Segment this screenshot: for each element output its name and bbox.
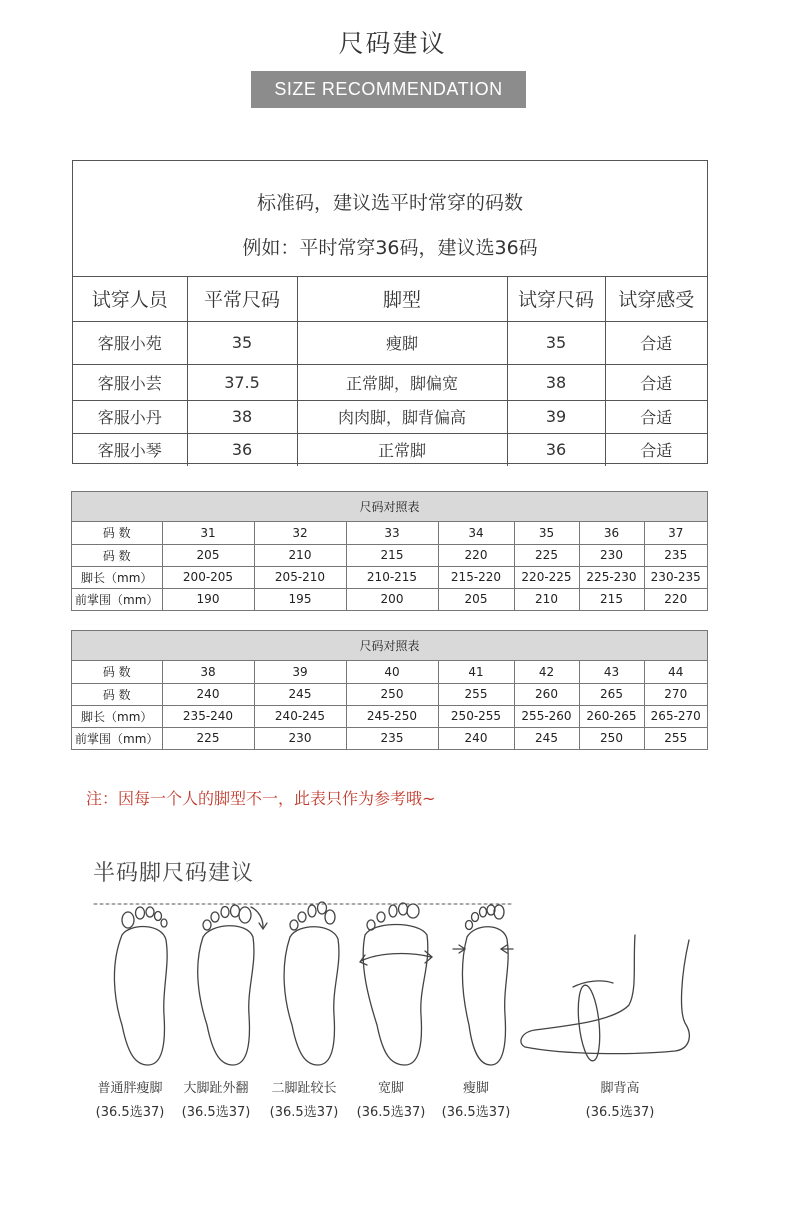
size-chart-cell: 270 xyxy=(644,683,707,705)
size-chart-row xyxy=(72,544,707,566)
foot-long-second-toe-icon xyxy=(284,902,339,1065)
size-chart-cell: 210 xyxy=(514,588,579,610)
foot-sub-label: (36.5选37) xyxy=(585,1105,655,1120)
size-chart-cell: 215 xyxy=(346,544,438,566)
size-chart-cell: 245 xyxy=(514,727,579,749)
size-chart-cell: 40 xyxy=(346,661,438,683)
foot-high-instep-icon xyxy=(521,935,689,1062)
foot-label: 大脚趾外翻 xyxy=(183,1081,249,1096)
size-chart-cell: 码 数 xyxy=(72,683,162,705)
trial-cell: 36 xyxy=(507,433,605,466)
trial-cell: 35 xyxy=(187,321,297,364)
trial-header-cell: 试穿人员 xyxy=(73,277,187,321)
size-chart-table xyxy=(72,522,707,610)
size-chart-cell: 225 xyxy=(514,544,579,566)
size-chart-cell: 前掌围（mm） xyxy=(72,588,162,610)
trial-cell: 37.5 xyxy=(187,364,297,400)
size-chart-row xyxy=(72,588,707,610)
size-chart-cell: 33 xyxy=(346,522,438,544)
foot-sub-label: (36.5选37) xyxy=(181,1105,251,1120)
page-subtitle-badge: SIZE RECOMMENDATION xyxy=(251,71,526,108)
size-chart-cell: 235-240 xyxy=(162,705,254,727)
trial-cell: 客服小丹 xyxy=(73,400,187,433)
size-chart-cell: 38 xyxy=(162,661,254,683)
size-chart-cell: 240-245 xyxy=(254,705,346,727)
size-chart-cell: 240 xyxy=(438,727,514,749)
size-chart-cell: 245-250 xyxy=(346,705,438,727)
size-chart-cell: 190 xyxy=(162,588,254,610)
trial-cell: 合适 xyxy=(605,400,707,433)
size-chart-row xyxy=(72,661,707,683)
foot-illustrations xyxy=(80,895,720,1075)
size-chart-cell: 230 xyxy=(579,544,644,566)
size-chart-cell: 41 xyxy=(438,661,514,683)
foot-normal-icon xyxy=(114,907,167,1065)
trial-row xyxy=(73,364,707,400)
trial-fitting-table xyxy=(72,160,708,464)
size-chart-cell: 码 数 xyxy=(72,661,162,683)
trial-cell: 客服小芸 xyxy=(73,364,187,400)
foot-sub-label: (36.5选37) xyxy=(269,1105,339,1120)
size-chart-cell: 230-235 xyxy=(644,566,707,588)
foot-wide-icon xyxy=(360,903,432,1065)
size-chart-cell: 31 xyxy=(162,522,254,544)
trial-intro xyxy=(73,161,707,277)
size-chart-row xyxy=(72,566,707,588)
size-chart-cell: 220 xyxy=(664,592,688,607)
size-chart-cell: 脚长（mm） xyxy=(72,566,162,588)
size-chart-cell: 205 xyxy=(438,588,514,610)
size-chart-cell: 32 xyxy=(254,522,346,544)
size-chart-cell: 245 xyxy=(254,683,346,705)
trial-intro-line2: 例如：平时常穿36码，建议选36码 xyxy=(242,237,538,259)
trial-cell: 正常脚，脚偏宽 xyxy=(297,364,507,400)
size-chart-cell: 39 xyxy=(254,661,346,683)
size-chart-2 xyxy=(71,630,708,750)
trial-cell: 客服小琴 xyxy=(73,433,187,466)
size-chart-cell: 210-215 xyxy=(346,566,438,588)
trial-cell: 正常脚 xyxy=(297,433,507,466)
trial-row xyxy=(73,321,707,364)
trial-intro-line1: 标准码，建议选平时常穿的码数 xyxy=(256,192,523,214)
size-chart-row xyxy=(72,705,707,727)
trial-cell: 38 xyxy=(507,364,605,400)
size-chart-cell: 205 xyxy=(162,544,254,566)
size-chart-cell: 44 xyxy=(644,661,707,683)
size-chart-cell: 250-255 xyxy=(438,705,514,727)
trial-cell: 肉肉脚，脚背偏高 xyxy=(297,400,507,433)
trial-header-cell: 试穿尺码 xyxy=(507,277,605,321)
size-chart-table xyxy=(72,661,707,749)
size-chart-cell: 码 数 xyxy=(72,522,162,544)
size-chart-cell: 255 xyxy=(664,731,688,746)
size-chart-cell: 265-270 xyxy=(644,705,707,727)
size-chart-cell: 235 xyxy=(644,544,707,566)
size-chart-cell: 240 xyxy=(162,683,254,705)
size-chart-cell: 220-225 xyxy=(514,566,579,588)
trial-row xyxy=(73,433,707,466)
trial-cell: 合适 xyxy=(605,321,707,364)
size-chart-cell: 260 xyxy=(514,683,579,705)
foot-label: 宽脚 xyxy=(377,1081,404,1096)
trial-cell: 瘦脚 xyxy=(297,321,507,364)
foot-sub-label: (36.5选37) xyxy=(356,1105,426,1120)
trial-cell: 合适 xyxy=(605,364,707,400)
size-chart-caption: 尺码对照表 xyxy=(72,492,707,522)
half-size-title: 半码脚尺码建议 xyxy=(93,861,255,886)
foot-label: 普通胖瘦脚 xyxy=(97,1081,163,1096)
size-chart-cell: 前掌围（mm） xyxy=(72,727,162,749)
disclaimer-note: 注：因每一个人的脚型不一，此表只作为参考哦~ xyxy=(86,789,436,808)
size-chart-cell: 35 xyxy=(514,522,579,544)
trial-cell: 39 xyxy=(507,400,605,433)
foot-bunion-icon xyxy=(198,905,267,1065)
trial-cell: 36 xyxy=(187,433,297,466)
trial-header-row xyxy=(73,277,707,321)
size-chart-cell: 250 xyxy=(346,683,438,705)
size-chart-cell: 205-210 xyxy=(254,566,346,588)
size-chart-cell: 195 xyxy=(254,588,346,610)
trial-cell: 38 xyxy=(187,400,297,433)
trial-cell: 客服小苑 xyxy=(73,321,187,364)
size-chart-cell: 255 xyxy=(438,683,514,705)
trial-header-cell: 平常尺码 xyxy=(187,277,297,321)
size-chart-row xyxy=(72,683,707,705)
foot-label: 二脚趾较长 xyxy=(271,1081,337,1096)
foot-label: 瘦脚 xyxy=(462,1081,489,1096)
size-chart-cell: 225 xyxy=(162,727,254,749)
page-title: 尺码建议 xyxy=(338,29,447,58)
size-chart-cell: 255-260 xyxy=(514,705,579,727)
size-chart-row xyxy=(72,727,707,749)
size-chart-caption: 尺码对照表 xyxy=(72,631,707,661)
trial-cell: 合适 xyxy=(640,441,673,461)
trial-table xyxy=(73,277,707,466)
size-chart-cell: 265 xyxy=(579,683,644,705)
foot-narrow-icon xyxy=(453,905,513,1065)
size-chart-cell: 码 数 xyxy=(72,544,162,566)
size-chart-cell: 脚长（mm） xyxy=(72,705,162,727)
size-chart-cell: 215 xyxy=(579,588,644,610)
size-chart-cell: 200 xyxy=(346,588,438,610)
size-chart-cell: 210 xyxy=(254,544,346,566)
trial-header-cell: 试穿感受 xyxy=(605,277,707,321)
trial-cell: 35 xyxy=(507,321,605,364)
size-chart-cell: 43 xyxy=(579,661,644,683)
size-chart-cell: 235 xyxy=(346,727,438,749)
size-chart-cell: 225-230 xyxy=(579,566,644,588)
foot-sub-label: (36.5选37) xyxy=(441,1105,511,1120)
size-chart-cell: 34 xyxy=(438,522,514,544)
size-chart-cell: 215-220 xyxy=(438,566,514,588)
trial-row xyxy=(73,400,707,433)
size-chart-cell: 36 xyxy=(579,522,644,544)
foot-label: 脚背高 xyxy=(600,1081,640,1096)
size-chart-1 xyxy=(71,491,708,611)
size-chart-cell: 42 xyxy=(514,661,579,683)
size-chart-cell: 200-205 xyxy=(162,566,254,588)
size-chart-cell: 220 xyxy=(438,544,514,566)
foot-sub-label: (36.5选37) xyxy=(95,1105,165,1120)
size-chart-cell: 230 xyxy=(254,727,346,749)
size-chart-cell: 250 xyxy=(579,727,644,749)
trial-header-cell: 脚型 xyxy=(297,277,507,321)
size-chart-row xyxy=(72,522,707,544)
size-chart-cell: 260-265 xyxy=(579,705,644,727)
size-chart-cell: 37 xyxy=(644,522,707,544)
